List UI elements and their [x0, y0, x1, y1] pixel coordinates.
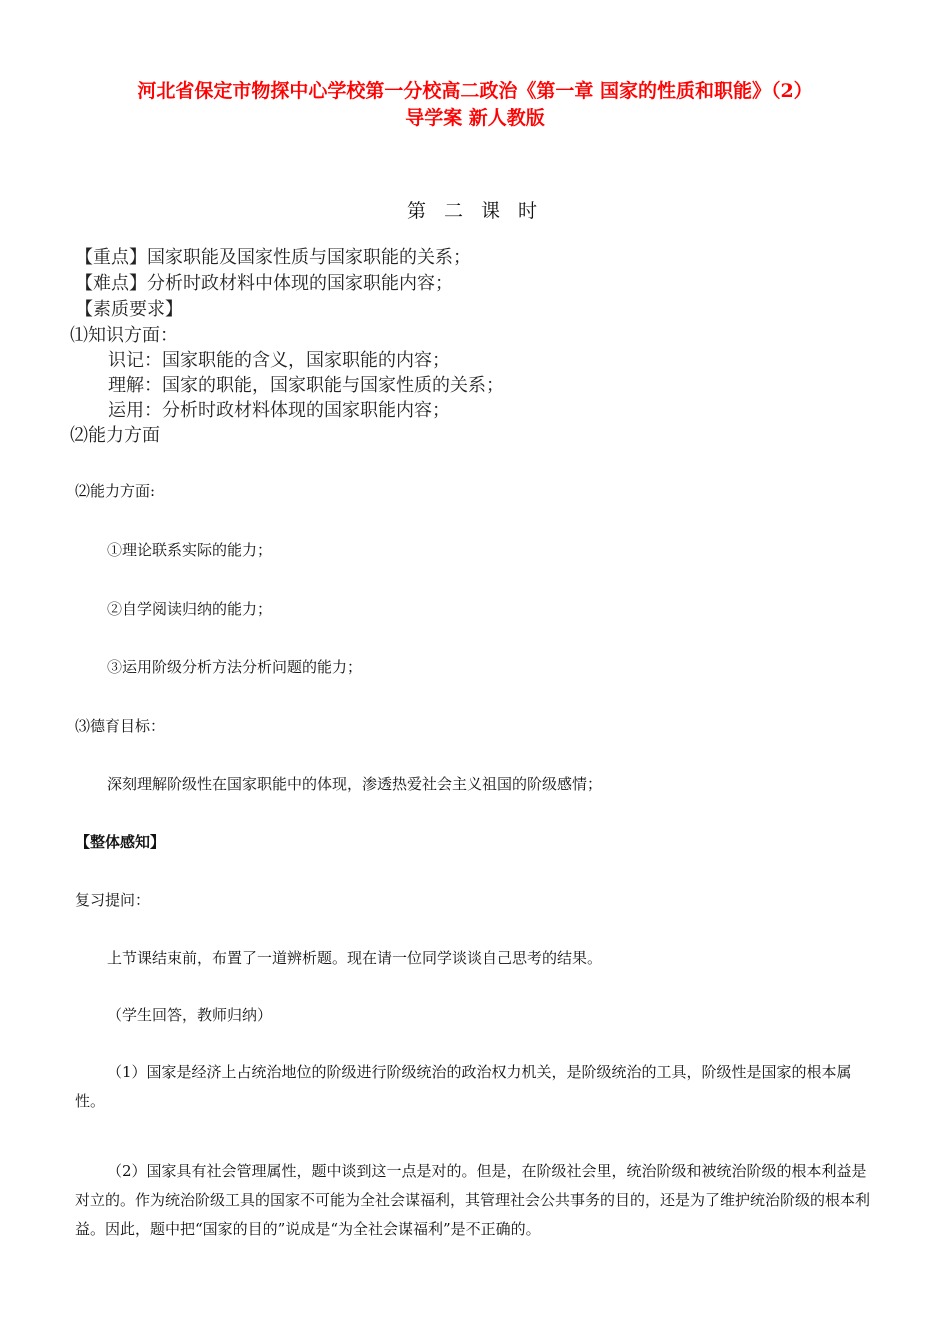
- title-line-1: 河北省保定市物探中心学校第一分校高二政治《第一章 国家的性质和职能》（2）: [137, 80, 813, 102]
- answer-point-2: （2）国家具有社会管理属性，题中谈到这一点是对的。但是，在阶级社会里，统治阶级和被统治阶级的根本利益是对立的。作为统治阶级工具的国家不可能为全社会谋福利，其管理社会公共事务的目的，还是为了维护统治阶级的根本利益。因此，题中把“国家的目的”说成是“为全社会谋福利”是不正确的。: [75, 1162, 871, 1238]
- cut-off-line: ⑵能力方面: [70, 425, 160, 446]
- ability-heading: ⑵能力方面:: [75, 482, 156, 500]
- knowledge-heading: ⑴知识方面：: [70, 325, 178, 346]
- ability-item: ③运用阶级分析方法分析问题的能力；: [107, 658, 363, 676]
- ability-item: ①理论联系实际的能力；: [107, 541, 273, 559]
- difficult-point: 【难点】分析时政材料中体现的国家职能内容；: [75, 273, 453, 294]
- knowledge-item: 理解：国家的职能，国家职能与国家性质的关系；: [108, 375, 504, 396]
- moral-heading: ⑶德育目标：: [75, 717, 166, 735]
- overall-heading: 【整体感知】: [75, 833, 166, 851]
- knowledge-item: 识记：国家职能的含义，国家职能的内容；: [108, 350, 450, 371]
- ability-item: ②自学阅读归纳的能力；: [107, 600, 273, 618]
- answer-point-1: （1）国家是经济上占统治地位的阶级进行阶级统治的政治权力机关，是阶级统治的工具，阶级性是国家的根本属性。: [75, 1063, 852, 1110]
- review-note: （学生回答，教师归纳）: [107, 1006, 273, 1024]
- key-point: 【重点】国家职能及国家性质与国家职能的关系；: [75, 247, 471, 268]
- title-line-2: 导学案 新人教版: [405, 107, 545, 129]
- lesson-label: 第 二 课 时: [406, 200, 544, 222]
- moral-text: 深刻理解阶级性在国家职能中的体现，渗透热爱社会主义祖国的阶级感情；: [107, 775, 603, 793]
- quality-heading: 【素质要求】: [75, 299, 183, 320]
- review-intro: 上节课结束前，布置了一道辨析题。现在请一位同学谈谈自己思考的结果。: [107, 949, 603, 967]
- knowledge-item: 运用：分析时政材料体现的国家职能内容；: [108, 400, 450, 421]
- review-heading: 复习提问：: [75, 891, 151, 909]
